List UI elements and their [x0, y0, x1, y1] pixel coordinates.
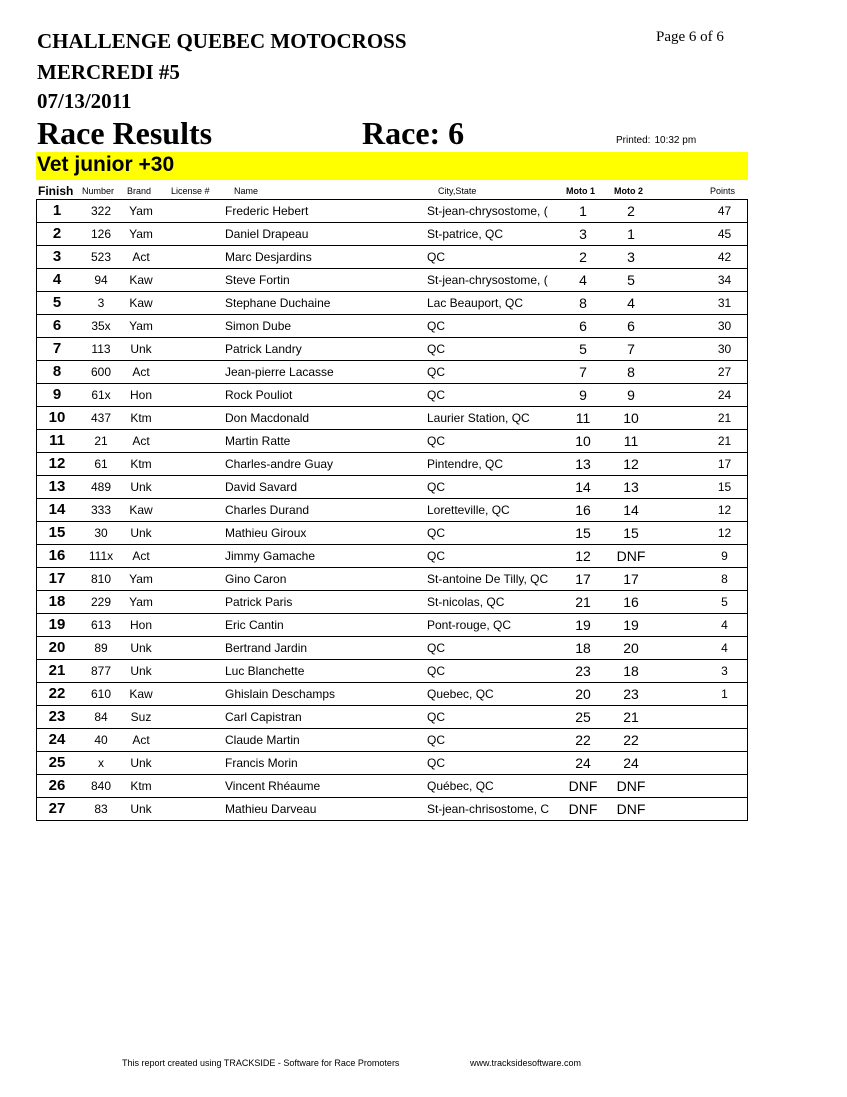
- cell-pts: 12: [717, 526, 732, 540]
- table-row: [37, 775, 747, 798]
- footer-url: www.tracksidesoftware.com: [470, 1058, 582, 1068]
- cell-name: Mathieu Darveau: [225, 802, 317, 816]
- cell-m1: 22: [575, 732, 591, 748]
- cell-city: Laurier Station, QC: [427, 411, 530, 425]
- col-moto2: Moto 2: [614, 186, 643, 196]
- col-license: License #: [171, 186, 210, 196]
- cell-name: Francis Morin: [225, 756, 298, 770]
- cell-number: 94: [94, 273, 108, 287]
- cell-finish: 26: [48, 777, 66, 794]
- table-row: [37, 407, 747, 430]
- cell-brand: Yam: [129, 204, 153, 218]
- cell-pts: 1: [721, 687, 728, 701]
- cell-pts: 3: [721, 664, 728, 678]
- cell-m2: 20: [623, 640, 639, 656]
- cell-m2: 13: [623, 479, 639, 495]
- cell-finish: 6: [52, 317, 62, 334]
- cell-pts: 31: [717, 296, 732, 310]
- cell-name: Daniel Drapeau: [225, 227, 309, 241]
- cell-name: David Savard: [225, 480, 298, 494]
- cell-number: 523: [90, 250, 112, 264]
- cell-name: Bertrand Jardin: [225, 641, 308, 655]
- cell-m2: 15: [623, 525, 639, 541]
- cell-brand: Ktm: [130, 457, 152, 471]
- cell-brand: Yam: [129, 595, 153, 609]
- cell-brand: Suz: [130, 710, 152, 724]
- cell-pts: 9: [721, 549, 728, 563]
- cell-city: QC: [427, 319, 445, 333]
- table-row: [37, 729, 747, 752]
- table-row: [37, 338, 747, 361]
- cell-pts: 21: [717, 434, 732, 448]
- table-row: [37, 384, 747, 407]
- event-title: CHALLENGE QUEBEC MOTOCROSS: [37, 29, 407, 53]
- cell-brand: Act: [132, 250, 150, 264]
- cell-brand: Ktm: [130, 411, 152, 425]
- cell-name: Vincent Rhéaume: [225, 779, 321, 793]
- cell-m2: 17: [623, 571, 639, 587]
- cell-m1: DNF: [568, 801, 598, 817]
- cell-pts: 45: [717, 227, 732, 241]
- event-date: 07/13/2011: [37, 89, 132, 113]
- cell-number: 229: [90, 595, 112, 609]
- cell-city: St-jean-chrisostome, C: [427, 802, 550, 816]
- cell-m1: 14: [575, 479, 591, 495]
- table-row: [37, 706, 747, 729]
- cell-brand: Unk: [130, 526, 152, 540]
- cell-m2: 8: [627, 364, 635, 380]
- table-row: [37, 499, 747, 522]
- printed-time: [616, 135, 696, 146]
- cell-number: 89: [94, 641, 108, 655]
- cell-finish: 7: [52, 340, 62, 357]
- cell-finish: 27: [48, 800, 66, 817]
- cell-m2: 22: [623, 732, 639, 748]
- cell-number: 613: [90, 618, 112, 632]
- cell-number: 610: [90, 687, 112, 701]
- cell-m1: 20: [575, 686, 591, 702]
- cell-pts: 34: [717, 273, 732, 287]
- cell-name: Frederic Hebert: [225, 204, 309, 218]
- cell-finish: 4: [52, 271, 62, 288]
- cell-finish: 3: [52, 248, 62, 265]
- cell-number: 40: [94, 733, 108, 747]
- cell-number: 3: [97, 296, 105, 310]
- cell-name: Charles-andre Guay: [225, 457, 334, 471]
- table-row: [37, 637, 747, 660]
- page-number: Page 6 of 6: [656, 29, 724, 45]
- results-table: [36, 199, 748, 821]
- table-row: [37, 591, 747, 614]
- table-row: [37, 568, 747, 591]
- cell-number: 322: [90, 204, 112, 218]
- cell-m2: 5: [627, 272, 635, 288]
- cell-name: Rock Pouliot: [225, 388, 293, 402]
- printed-label: Printed:: [616, 135, 651, 146]
- cell-city: QC: [427, 710, 445, 724]
- cell-number: 61x: [91, 388, 111, 402]
- cell-m1: 11: [575, 410, 591, 426]
- cell-m2: 23: [623, 686, 639, 702]
- cell-finish: 23: [48, 708, 66, 725]
- cell-m2: 24: [623, 755, 639, 771]
- cell-m2: 14: [623, 502, 639, 518]
- cell-pts: 42: [717, 250, 732, 264]
- cell-m2: 12: [623, 456, 639, 472]
- table-row: [37, 752, 747, 775]
- cell-finish: 18: [48, 593, 66, 610]
- cell-city: St-nicolas, QC: [427, 595, 505, 609]
- cell-m2: 7: [627, 341, 635, 357]
- cell-m1: 1: [579, 203, 587, 219]
- cell-m2: 1: [627, 226, 635, 242]
- cell-name: Stephane Duchaine: [225, 296, 331, 310]
- cell-m2: DNF: [616, 548, 646, 564]
- cell-m2: 11: [623, 433, 639, 449]
- cell-m2: 18: [623, 663, 639, 679]
- cell-name: Ghislain Deschamps: [225, 687, 336, 701]
- cell-city: QC: [427, 549, 445, 563]
- cell-brand: Unk: [130, 342, 152, 356]
- cell-m2: 4: [627, 295, 635, 311]
- col-points: Points: [710, 186, 736, 196]
- cell-city: QC: [427, 250, 445, 264]
- cell-number: 489: [90, 480, 112, 494]
- cell-city: QC: [427, 434, 445, 448]
- cell-brand: Unk: [130, 802, 152, 816]
- cell-m2: 3: [627, 249, 635, 265]
- class-name: Vet junior +30: [37, 153, 175, 176]
- table-row: [37, 476, 747, 499]
- cell-pts: 12: [717, 503, 732, 517]
- cell-number: 61: [94, 457, 108, 471]
- cell-m1: 9: [579, 387, 587, 403]
- cell-name: Eric Cantin: [225, 618, 284, 632]
- cell-pts: 15: [717, 480, 732, 494]
- table-row: [37, 614, 747, 637]
- cell-m2: 10: [623, 410, 639, 426]
- cell-name: Jean-pierre Lacasse: [225, 365, 334, 379]
- table-row: [37, 453, 747, 476]
- table-row: [37, 246, 747, 269]
- cell-m1: 4: [579, 272, 587, 288]
- cell-name: Patrick Paris: [225, 595, 293, 609]
- cell-city: Lac Beauport, QC: [427, 296, 524, 310]
- table-row: [37, 269, 747, 292]
- cell-name: Mathieu Giroux: [225, 526, 307, 540]
- cell-name: Marc Desjardins: [225, 250, 312, 264]
- cell-finish: 8: [52, 363, 62, 380]
- cell-m1: 6: [579, 318, 587, 334]
- cell-finish: 10: [48, 409, 66, 426]
- cell-city: QC: [427, 480, 445, 494]
- table-row: [37, 200, 747, 223]
- table-row: [37, 522, 747, 545]
- table-header: [36, 184, 748, 199]
- table-row: [37, 660, 747, 683]
- cell-name: Patrick Landry: [225, 342, 302, 356]
- col-name: Name: [234, 186, 259, 196]
- table-row: [37, 361, 747, 384]
- cell-finish: 9: [52, 386, 62, 403]
- cell-finish: 15: [48, 524, 66, 541]
- cell-brand: Hon: [129, 388, 152, 402]
- cell-m2: 21: [623, 709, 639, 725]
- cell-city: QC: [427, 365, 445, 379]
- event-subtitle: MERCREDI #5: [37, 60, 180, 84]
- cell-m1: 3: [579, 226, 587, 242]
- cell-city: St-jean-chrysostome, (: [427, 204, 548, 218]
- cell-brand: Act: [132, 549, 150, 563]
- cell-m2: 6: [627, 318, 635, 334]
- cell-pts: 27: [717, 365, 732, 379]
- cell-finish: 16: [48, 547, 66, 564]
- cell-finish: 20: [48, 639, 66, 656]
- footer-credit: This report created using TRACKSIDE - Software for Race Promoters: [122, 1058, 400, 1068]
- cell-number: 35x: [91, 319, 111, 333]
- cell-m1: 18: [575, 640, 591, 656]
- cell-number: 877: [90, 664, 112, 678]
- cell-name: Claude Martin: [225, 733, 300, 747]
- cell-m1: 5: [579, 341, 587, 357]
- cell-m1: 12: [575, 548, 591, 564]
- cell-finish: 12: [48, 455, 66, 472]
- cell-city: QC: [427, 342, 445, 356]
- report-title: Race Results: [37, 115, 213, 151]
- cell-brand: Yam: [129, 319, 153, 333]
- cell-pts: 4: [721, 618, 728, 632]
- cell-number: 437: [90, 411, 112, 425]
- cell-name: Don Macdonald: [225, 411, 310, 425]
- cell-pts: 30: [717, 319, 732, 333]
- cell-pts: 17: [717, 457, 732, 471]
- cell-number: 126: [90, 227, 112, 241]
- cell-brand: Unk: [130, 641, 152, 655]
- cell-brand: Unk: [130, 756, 152, 770]
- cell-pts: 21: [717, 411, 732, 425]
- cell-m1: 24: [575, 755, 591, 771]
- table-row: [37, 315, 747, 338]
- cell-m1: 7: [579, 364, 587, 380]
- col-moto1: Moto 1: [566, 186, 595, 196]
- cell-brand: Unk: [130, 480, 152, 494]
- cell-brand: Act: [132, 434, 150, 448]
- cell-city: QC: [427, 733, 445, 747]
- cell-city: QC: [427, 388, 445, 402]
- cell-m2: DNF: [616, 778, 646, 794]
- cell-finish: 21: [48, 662, 66, 679]
- cell-pts: 4: [721, 641, 728, 655]
- cell-brand: Hon: [129, 618, 152, 632]
- cell-number: 113: [91, 342, 111, 356]
- cell-m1: 10: [575, 433, 591, 449]
- cell-m2: 19: [623, 617, 639, 633]
- col-city: City,State: [438, 186, 477, 196]
- cell-pts: 8: [721, 572, 728, 586]
- cell-brand: Ktm: [130, 779, 152, 793]
- cell-finish: 14: [48, 501, 66, 518]
- cell-brand: Unk: [130, 664, 152, 678]
- cell-m1: 2: [579, 249, 587, 265]
- cell-finish: 1: [52, 202, 62, 219]
- cell-name: Simon Dube: [225, 319, 292, 333]
- col-number: Number: [82, 186, 115, 196]
- cell-name: Luc Blanchette: [225, 664, 305, 678]
- cell-m1: 16: [575, 502, 591, 518]
- cell-number: 810: [90, 572, 112, 586]
- cell-brand: Kaw: [129, 296, 153, 310]
- table-row: [37, 683, 747, 706]
- cell-pts: 5: [721, 595, 728, 609]
- cell-city: St-antoine De Tilly, QC: [427, 572, 549, 586]
- cell-m1: 25: [575, 709, 591, 725]
- cell-m1: 13: [575, 456, 591, 472]
- cell-city: Quebec, QC: [427, 687, 494, 701]
- cell-finish: 13: [48, 478, 66, 495]
- printed-value: 10:32 pm: [654, 135, 697, 146]
- cell-number: 83: [94, 802, 108, 816]
- cell-m1: 15: [575, 525, 591, 541]
- table-row: [37, 798, 747, 820]
- cell-name: Charles Durand: [225, 503, 310, 517]
- cell-number: 600: [90, 365, 112, 379]
- cell-brand: Kaw: [129, 687, 153, 701]
- cell-finish: 11: [49, 432, 65, 449]
- cell-number: 111x: [88, 549, 114, 563]
- cell-pts: 24: [717, 388, 732, 402]
- cell-city: QC: [427, 756, 445, 770]
- cell-name: Jimmy Gamache: [225, 549, 316, 563]
- cell-number: 84: [94, 710, 108, 724]
- cell-city: Québec, QC: [427, 779, 494, 793]
- cell-pts: 30: [717, 342, 732, 356]
- cell-m1: 23: [575, 663, 591, 679]
- cell-number: x: [98, 756, 104, 770]
- cell-name: Steve Fortin: [225, 273, 290, 287]
- cell-finish: 2: [52, 225, 62, 242]
- table-row: [37, 545, 747, 568]
- cell-m1: 17: [575, 571, 591, 587]
- cell-number: 840: [90, 779, 112, 793]
- cell-m2: 9: [627, 387, 635, 403]
- cell-m2: DNF: [616, 801, 646, 817]
- cell-city: QC: [427, 664, 445, 678]
- cell-finish: 19: [48, 616, 66, 633]
- cell-brand: Kaw: [129, 503, 153, 517]
- col-finish: Finish: [38, 184, 74, 198]
- table-row: [37, 430, 747, 453]
- col-brand: Brand: [127, 186, 152, 196]
- cell-brand: Kaw: [129, 273, 153, 287]
- cell-city: St-patrice, QC: [427, 227, 504, 241]
- table-row: [37, 292, 747, 315]
- cell-brand: Yam: [129, 572, 153, 586]
- cell-city: QC: [427, 641, 445, 655]
- race-number: Race: 6: [362, 115, 465, 151]
- cell-pts: 47: [717, 204, 732, 218]
- table-row: [37, 223, 747, 246]
- cell-m1: 19: [575, 617, 591, 633]
- cell-city: QC: [427, 526, 445, 540]
- cell-number: 30: [94, 526, 108, 540]
- cell-number: 333: [90, 503, 112, 517]
- cell-name: Martin Ratte: [225, 434, 291, 448]
- cell-m1: 8: [579, 295, 587, 311]
- cell-brand: Act: [132, 733, 150, 747]
- cell-name: Gino Caron: [225, 572, 287, 586]
- cell-finish: 5: [52, 294, 62, 311]
- cell-brand: Yam: [129, 227, 153, 241]
- cell-finish: 24: [48, 731, 66, 748]
- cell-m1: 21: [575, 594, 591, 610]
- cell-city: St-jean-chrysostome, (: [427, 273, 548, 287]
- cell-city: Pont-rouge, QC: [427, 618, 512, 632]
- class-banner: [36, 152, 748, 180]
- cell-finish: 22: [48, 685, 66, 702]
- cell-m2: 2: [627, 203, 635, 219]
- cell-brand: Act: [132, 365, 150, 379]
- cell-city: Loretteville, QC: [427, 503, 510, 517]
- cell-name: Carl Capistran: [225, 710, 302, 724]
- cell-number: 21: [94, 434, 108, 448]
- cell-m1: DNF: [568, 778, 598, 794]
- cell-city: Pintendre, QC: [427, 457, 504, 471]
- cell-finish: 17: [48, 570, 66, 587]
- cell-finish: 25: [48, 754, 66, 771]
- cell-m2: 16: [623, 594, 639, 610]
